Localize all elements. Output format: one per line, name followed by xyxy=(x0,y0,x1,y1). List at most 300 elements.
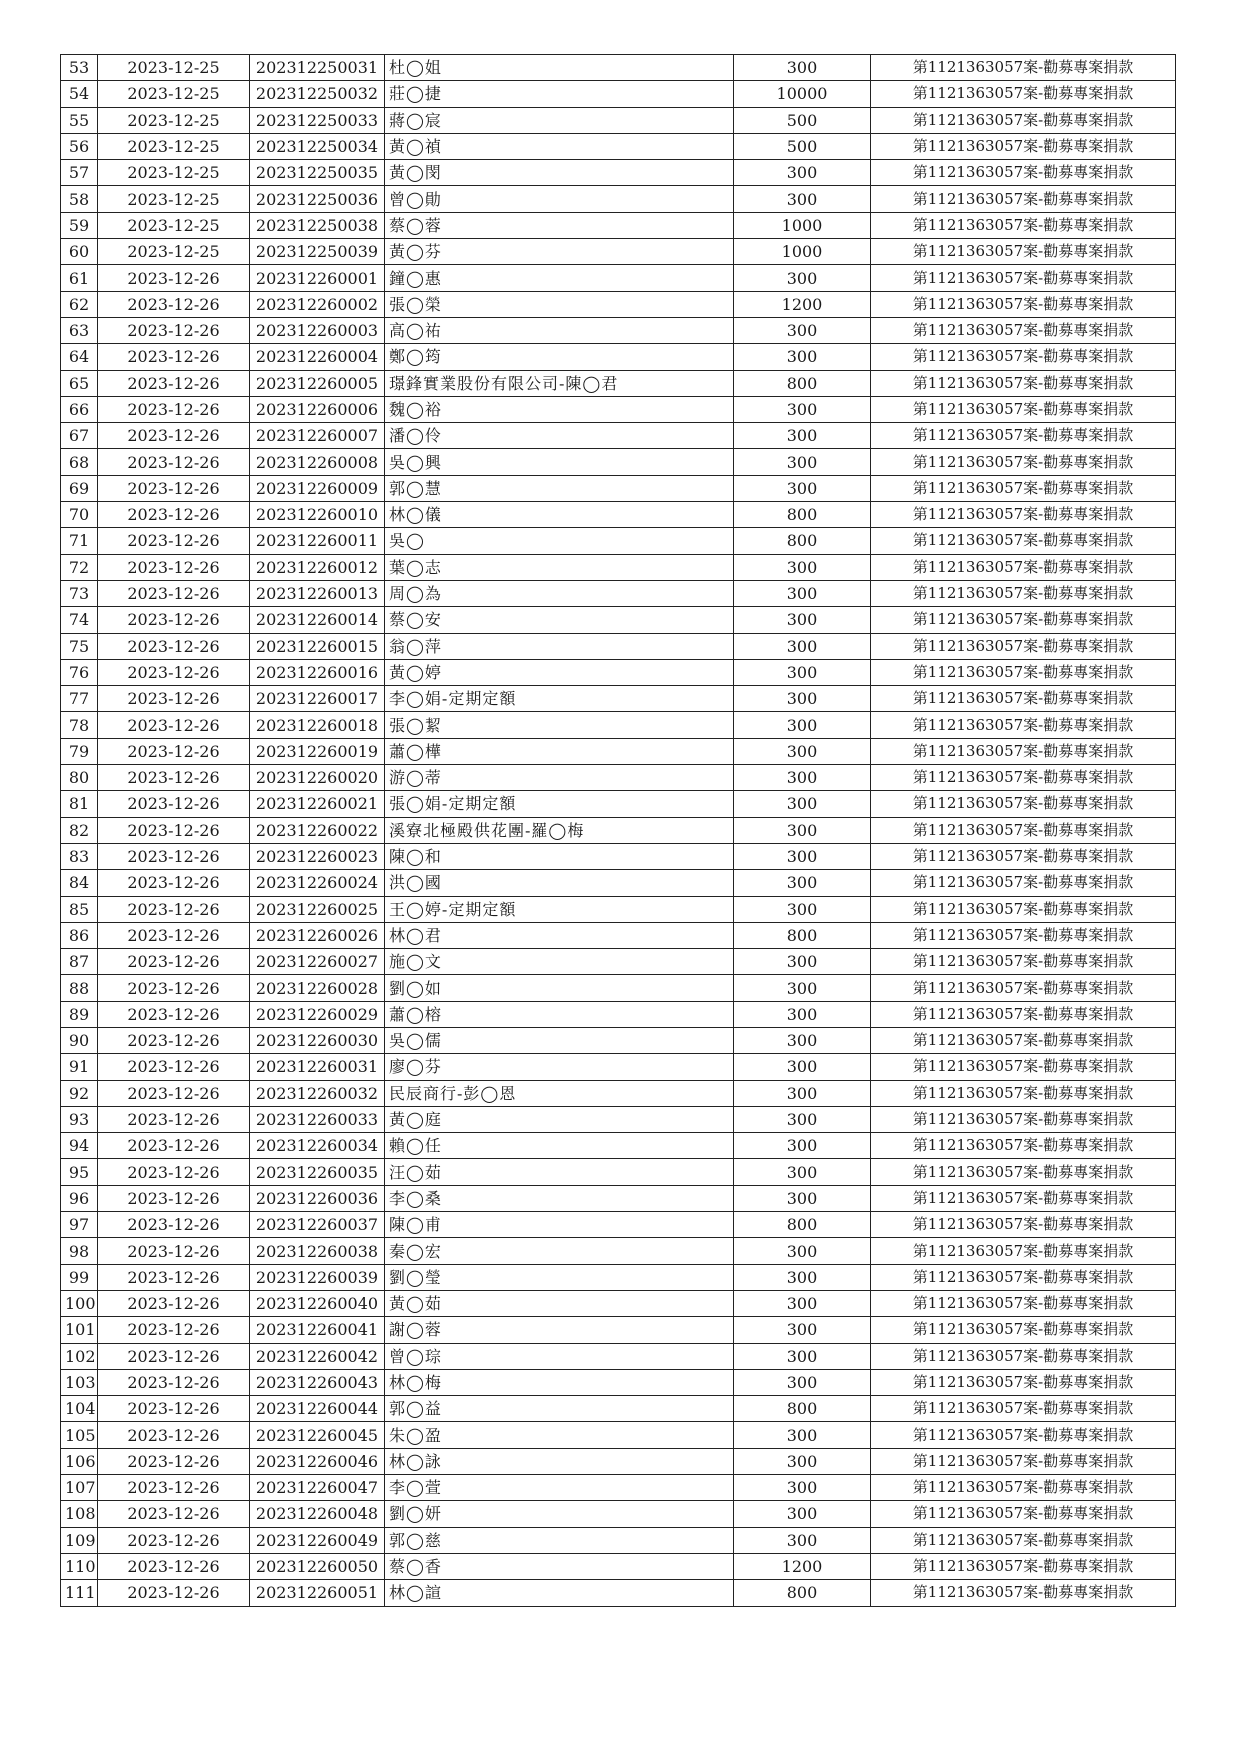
donation-note: 第1121363057案-勸募專案捐款 xyxy=(871,580,1176,606)
donor-name: 鐘◯惠 xyxy=(385,265,734,291)
table-row xyxy=(61,1001,1176,1027)
donor-name: 李◯桑 xyxy=(385,1185,734,1211)
receipt-number: 202312260043 xyxy=(250,1369,385,1395)
table-row xyxy=(61,475,1176,501)
donor-name: 鄭◯筠 xyxy=(385,344,734,370)
receipt-number: 202312260038 xyxy=(250,1238,385,1264)
donation-date: 2023-12-26 xyxy=(98,607,250,633)
donation-amount: 300 xyxy=(734,738,871,764)
receipt-number: 202312260022 xyxy=(250,817,385,843)
donation-note: 第1121363057案-勸募專案捐款 xyxy=(871,1448,1176,1474)
donation-amount: 800 xyxy=(734,370,871,396)
donation-amount: 500 xyxy=(734,107,871,133)
table-row xyxy=(61,659,1176,685)
donation-amount: 300 xyxy=(734,949,871,975)
row-number: 71 xyxy=(61,528,98,554)
row-number: 77 xyxy=(61,686,98,712)
donor-name: 林◯詠 xyxy=(385,1448,734,1474)
table-row xyxy=(61,633,1176,659)
row-number: 93 xyxy=(61,1106,98,1132)
row-number: 81 xyxy=(61,791,98,817)
donor-name: 周◯為 xyxy=(385,580,734,606)
receipt-number: 202312260029 xyxy=(250,1001,385,1027)
donation-amount: 300 xyxy=(734,686,871,712)
donation-note: 第1121363057案-勸募專案捐款 xyxy=(871,686,1176,712)
table-row xyxy=(61,922,1176,948)
donation-date: 2023-12-26 xyxy=(98,1448,250,1474)
donation-note: 第1121363057案-勸募專案捐款 xyxy=(871,870,1176,896)
donation-note: 第1121363057案-勸募專案捐款 xyxy=(871,528,1176,554)
donation-date: 2023-12-25 xyxy=(98,55,250,81)
donation-note: 第1121363057案-勸募專案捐款 xyxy=(871,81,1176,107)
row-number: 103 xyxy=(61,1369,98,1395)
receipt-number: 202312250039 xyxy=(250,239,385,265)
table-row xyxy=(61,1553,1176,1579)
row-number: 56 xyxy=(61,133,98,159)
receipt-number: 202312260025 xyxy=(250,896,385,922)
receipt-number: 202312260009 xyxy=(250,475,385,501)
donation-date: 2023-12-26 xyxy=(98,1212,250,1238)
donation-amount: 1000 xyxy=(734,239,871,265)
donation-date: 2023-12-26 xyxy=(98,1527,250,1553)
table-row xyxy=(61,317,1176,343)
table-row xyxy=(61,370,1176,396)
row-number: 68 xyxy=(61,449,98,475)
donor-name: 民辰商行-彭◯恩 xyxy=(385,1080,734,1106)
donation-amount: 300 xyxy=(734,1001,871,1027)
table-row xyxy=(61,344,1176,370)
donor-name: 劉◯瑩 xyxy=(385,1264,734,1290)
row-number: 105 xyxy=(61,1422,98,1448)
row-number: 100 xyxy=(61,1290,98,1316)
donor-name: 劉◯如 xyxy=(385,975,734,1001)
table-row xyxy=(61,738,1176,764)
donation-amount: 500 xyxy=(734,133,871,159)
table-row xyxy=(61,1054,1176,1080)
donation-date: 2023-12-25 xyxy=(98,212,250,238)
donation-date: 2023-12-26 xyxy=(98,1133,250,1159)
donation-note: 第1121363057案-勸募專案捐款 xyxy=(871,633,1176,659)
row-number: 88 xyxy=(61,975,98,1001)
receipt-number: 202312260039 xyxy=(250,1264,385,1290)
receipt-number: 202312260036 xyxy=(250,1185,385,1211)
table-row xyxy=(61,1133,1176,1159)
donation-note: 第1121363057案-勸募專案捐款 xyxy=(871,791,1176,817)
row-number: 60 xyxy=(61,239,98,265)
receipt-number: 202312260048 xyxy=(250,1501,385,1527)
receipt-number: 202312260031 xyxy=(250,1054,385,1080)
donation-amount: 300 xyxy=(734,1343,871,1369)
row-number: 82 xyxy=(61,817,98,843)
donation-note: 第1121363057案-勸募專案捐款 xyxy=(871,1001,1176,1027)
donation-note: 第1121363057案-勸募專案捐款 xyxy=(871,133,1176,159)
donation-amount: 300 xyxy=(734,160,871,186)
donation-amount: 300 xyxy=(734,712,871,738)
receipt-number: 202312260002 xyxy=(250,291,385,317)
receipt-number: 202312260035 xyxy=(250,1159,385,1185)
donation-date: 2023-12-26 xyxy=(98,686,250,712)
donor-name: 黃◯芬 xyxy=(385,239,734,265)
donation-amount: 300 xyxy=(734,975,871,1001)
donor-name: 蔣◯宸 xyxy=(385,107,734,133)
donation-date: 2023-12-26 xyxy=(98,1159,250,1185)
receipt-number: 202312260016 xyxy=(250,659,385,685)
donation-amount: 300 xyxy=(734,265,871,291)
donor-name: 蔡◯安 xyxy=(385,607,734,633)
receipt-number: 202312250033 xyxy=(250,107,385,133)
receipt-number: 202312260012 xyxy=(250,554,385,580)
donor-name: 翁◯萍 xyxy=(385,633,734,659)
donor-name: 陳◯和 xyxy=(385,843,734,869)
row-number: 55 xyxy=(61,107,98,133)
donation-amount: 10000 xyxy=(734,81,871,107)
row-number: 99 xyxy=(61,1264,98,1290)
row-number: 67 xyxy=(61,423,98,449)
table-row xyxy=(61,107,1176,133)
receipt-number: 202312260018 xyxy=(250,712,385,738)
donor-name: 曾◯勛 xyxy=(385,186,734,212)
table-row xyxy=(61,1238,1176,1264)
donation-amount: 300 xyxy=(734,896,871,922)
donation-date: 2023-12-25 xyxy=(98,186,250,212)
donor-name: 黃◯婷 xyxy=(385,659,734,685)
donation-amount: 800 xyxy=(734,922,871,948)
row-number: 97 xyxy=(61,1212,98,1238)
donor-name: 杜◯姐 xyxy=(385,55,734,81)
table-row xyxy=(61,1317,1176,1343)
row-number: 76 xyxy=(61,659,98,685)
donation-note: 第1121363057案-勸募專案捐款 xyxy=(871,1212,1176,1238)
receipt-number: 202312260006 xyxy=(250,396,385,422)
donation-date: 2023-12-26 xyxy=(98,765,250,791)
donation-amount: 300 xyxy=(734,843,871,869)
donor-name: 謝◯蓉 xyxy=(385,1317,734,1343)
donation-date: 2023-12-26 xyxy=(98,475,250,501)
donor-name: 蔡◯香 xyxy=(385,1553,734,1579)
row-number: 64 xyxy=(61,344,98,370)
donation-note: 第1121363057案-勸募專案捐款 xyxy=(871,1264,1176,1290)
row-number: 102 xyxy=(61,1343,98,1369)
donor-name: 郭◯慧 xyxy=(385,475,734,501)
donation-date: 2023-12-26 xyxy=(98,528,250,554)
donation-date: 2023-12-26 xyxy=(98,1369,250,1395)
donor-name: 張◯絜 xyxy=(385,712,734,738)
donation-amount: 300 xyxy=(734,1238,871,1264)
table-row xyxy=(61,186,1176,212)
table-row xyxy=(61,791,1176,817)
donation-amount: 800 xyxy=(734,502,871,528)
table-row xyxy=(61,817,1176,843)
table-row xyxy=(61,1422,1176,1448)
donation-date: 2023-12-26 xyxy=(98,449,250,475)
donation-note: 第1121363057案-勸募專案捐款 xyxy=(871,1133,1176,1159)
donation-date: 2023-12-26 xyxy=(98,317,250,343)
donation-table xyxy=(60,54,1176,1607)
donation-date: 2023-12-25 xyxy=(98,160,250,186)
table-row xyxy=(61,712,1176,738)
receipt-number: 202312260032 xyxy=(250,1080,385,1106)
row-number: 94 xyxy=(61,1133,98,1159)
donation-amount: 300 xyxy=(734,1369,871,1395)
donation-date: 2023-12-26 xyxy=(98,1475,250,1501)
table-row xyxy=(61,607,1176,633)
table-row xyxy=(61,265,1176,291)
donation-note: 第1121363057案-勸募專案捐款 xyxy=(871,449,1176,475)
donation-note: 第1121363057案-勸募專案捐款 xyxy=(871,1343,1176,1369)
row-number: 70 xyxy=(61,502,98,528)
receipt-number: 202312260046 xyxy=(250,1448,385,1474)
donor-name: 吳◯儒 xyxy=(385,1027,734,1053)
row-number: 84 xyxy=(61,870,98,896)
receipt-number: 202312260021 xyxy=(250,791,385,817)
donation-note: 第1121363057案-勸募專案捐款 xyxy=(871,843,1176,869)
table-row xyxy=(61,423,1176,449)
donor-name: 朱◯盈 xyxy=(385,1422,734,1448)
donation-amount: 300 xyxy=(734,317,871,343)
table-row xyxy=(61,1290,1176,1316)
donation-amount: 300 xyxy=(734,1185,871,1211)
table-row xyxy=(61,502,1176,528)
donation-amount: 300 xyxy=(734,1475,871,1501)
donation-amount: 300 xyxy=(734,817,871,843)
row-number: 78 xyxy=(61,712,98,738)
donation-amount: 300 xyxy=(734,580,871,606)
donation-date: 2023-12-26 xyxy=(98,922,250,948)
receipt-number: 202312260011 xyxy=(250,528,385,554)
donation-note: 第1121363057案-勸募專案捐款 xyxy=(871,1290,1176,1316)
donation-amount: 300 xyxy=(734,765,871,791)
receipt-number: 202312250032 xyxy=(250,81,385,107)
table-row xyxy=(61,212,1176,238)
donation-amount: 300 xyxy=(734,186,871,212)
donation-date: 2023-12-26 xyxy=(98,1553,250,1579)
donation-amount: 800 xyxy=(734,1396,871,1422)
donation-amount: 300 xyxy=(734,870,871,896)
row-number: 98 xyxy=(61,1238,98,1264)
donor-name: 林◯梅 xyxy=(385,1369,734,1395)
donation-amount: 300 xyxy=(734,396,871,422)
donation-note: 第1121363057案-勸募專案捐款 xyxy=(871,1396,1176,1422)
donor-name: 黃◯茹 xyxy=(385,1290,734,1316)
donation-note: 第1121363057案-勸募專案捐款 xyxy=(871,1475,1176,1501)
donation-note: 第1121363057案-勸募專案捐款 xyxy=(871,1027,1176,1053)
donation-note: 第1121363057案-勸募專案捐款 xyxy=(871,1080,1176,1106)
receipt-number: 202312260005 xyxy=(250,370,385,396)
donation-note: 第1121363057案-勸募專案捐款 xyxy=(871,738,1176,764)
receipt-number: 202312260034 xyxy=(250,1133,385,1159)
donation-date: 2023-12-25 xyxy=(98,107,250,133)
donor-name: 林◯君 xyxy=(385,922,734,948)
table-row xyxy=(61,133,1176,159)
row-number: 83 xyxy=(61,843,98,869)
donation-amount: 300 xyxy=(734,1527,871,1553)
donor-name: 秦◯宏 xyxy=(385,1238,734,1264)
donation-date: 2023-12-26 xyxy=(98,1290,250,1316)
donor-name: 黃◯庭 xyxy=(385,1106,734,1132)
donation-amount: 1200 xyxy=(734,1553,871,1579)
donation-amount: 800 xyxy=(734,1212,871,1238)
donation-note: 第1121363057案-勸募專案捐款 xyxy=(871,186,1176,212)
table-row xyxy=(61,1527,1176,1553)
donor-name: 高◯祐 xyxy=(385,317,734,343)
donation-note: 第1121363057案-勸募專案捐款 xyxy=(871,55,1176,81)
donation-note: 第1121363057案-勸募專案捐款 xyxy=(871,1238,1176,1264)
donation-date: 2023-12-26 xyxy=(98,870,250,896)
receipt-number: 202312260003 xyxy=(250,317,385,343)
donation-note: 第1121363057案-勸募專案捐款 xyxy=(871,1106,1176,1132)
donation-amount: 300 xyxy=(734,1317,871,1343)
donation-note: 第1121363057案-勸募專案捐款 xyxy=(871,423,1176,449)
row-number: 63 xyxy=(61,317,98,343)
donor-name: 蕭◯榕 xyxy=(385,1001,734,1027)
table-row xyxy=(61,1448,1176,1474)
donation-amount: 300 xyxy=(734,1133,871,1159)
donation-date: 2023-12-26 xyxy=(98,1080,250,1106)
donor-name: 魏◯裕 xyxy=(385,396,734,422)
donation-amount: 800 xyxy=(734,1580,871,1606)
donation-amount: 300 xyxy=(734,55,871,81)
receipt-number: 202312260033 xyxy=(250,1106,385,1132)
donation-date: 2023-12-26 xyxy=(98,949,250,975)
row-number: 61 xyxy=(61,265,98,291)
donor-name: 莊◯捷 xyxy=(385,81,734,107)
row-number: 92 xyxy=(61,1080,98,1106)
receipt-number: 202312250038 xyxy=(250,212,385,238)
table-row xyxy=(61,449,1176,475)
donation-amount: 300 xyxy=(734,659,871,685)
table-row xyxy=(61,1027,1176,1053)
donation-amount: 300 xyxy=(734,449,871,475)
donor-name: 蔡◯蓉 xyxy=(385,212,734,238)
table-row xyxy=(61,528,1176,554)
donation-note: 第1121363057案-勸募專案捐款 xyxy=(871,160,1176,186)
donor-name: 郭◯慈 xyxy=(385,1527,734,1553)
donor-name: 李◯娟-定期定額 xyxy=(385,686,734,712)
donor-name: 洪◯國 xyxy=(385,870,734,896)
donor-name: 汪◯茹 xyxy=(385,1159,734,1185)
receipt-number: 202312260013 xyxy=(250,580,385,606)
donation-amount: 1000 xyxy=(734,212,871,238)
row-number: 65 xyxy=(61,370,98,396)
table-row xyxy=(61,686,1176,712)
table-row xyxy=(61,1501,1176,1527)
receipt-number: 202312260027 xyxy=(250,949,385,975)
receipt-number: 202312260037 xyxy=(250,1212,385,1238)
table-row xyxy=(61,239,1176,265)
donation-note: 第1121363057案-勸募專案捐款 xyxy=(871,1159,1176,1185)
receipt-number: 202312260001 xyxy=(250,265,385,291)
donation-note: 第1121363057案-勸募專案捐款 xyxy=(871,1369,1176,1395)
row-number: 111 xyxy=(61,1580,98,1606)
receipt-number: 202312260004 xyxy=(250,344,385,370)
row-number: 95 xyxy=(61,1159,98,1185)
table-row xyxy=(61,1580,1176,1606)
row-number: 91 xyxy=(61,1054,98,1080)
donor-name: 李◯萱 xyxy=(385,1475,734,1501)
donation-date: 2023-12-26 xyxy=(98,975,250,1001)
receipt-number: 202312260014 xyxy=(250,607,385,633)
donation-note: 第1121363057案-勸募專案捐款 xyxy=(871,659,1176,685)
row-number: 85 xyxy=(61,896,98,922)
receipt-number: 202312260017 xyxy=(250,686,385,712)
donation-note: 第1121363057案-勸募專案捐款 xyxy=(871,1054,1176,1080)
donor-name: 張◯榮 xyxy=(385,291,734,317)
donor-name: 黃◯閔 xyxy=(385,160,734,186)
table-row xyxy=(61,949,1176,975)
donation-note: 第1121363057案-勸募專案捐款 xyxy=(871,1553,1176,1579)
table-row xyxy=(61,870,1176,896)
donation-date: 2023-12-26 xyxy=(98,1106,250,1132)
donation-amount: 300 xyxy=(734,423,871,449)
donation-amount: 300 xyxy=(734,607,871,633)
table-row xyxy=(61,843,1176,869)
receipt-number: 202312260045 xyxy=(250,1422,385,1448)
table-row xyxy=(61,1396,1176,1422)
table-row xyxy=(61,1475,1176,1501)
donation-date: 2023-12-26 xyxy=(98,738,250,764)
table-row xyxy=(61,1343,1176,1369)
row-number: 59 xyxy=(61,212,98,238)
row-number: 109 xyxy=(61,1527,98,1553)
donor-name: 吳◯ xyxy=(385,528,734,554)
donation-date: 2023-12-26 xyxy=(98,1422,250,1448)
donation-amount: 300 xyxy=(734,1422,871,1448)
donation-amount: 1200 xyxy=(734,291,871,317)
row-number: 73 xyxy=(61,580,98,606)
donor-name: 黃◯禎 xyxy=(385,133,734,159)
donation-date: 2023-12-26 xyxy=(98,1238,250,1264)
donation-amount: 300 xyxy=(734,1054,871,1080)
donation-note: 第1121363057案-勸募專案捐款 xyxy=(871,212,1176,238)
row-number: 58 xyxy=(61,186,98,212)
donation-note: 第1121363057案-勸募專案捐款 xyxy=(871,1185,1176,1211)
donation-note: 第1121363057案-勸募專案捐款 xyxy=(871,765,1176,791)
donation-note: 第1121363057案-勸募專案捐款 xyxy=(871,554,1176,580)
table-row xyxy=(61,765,1176,791)
row-number: 79 xyxy=(61,738,98,764)
donation-date: 2023-12-26 xyxy=(98,1001,250,1027)
donation-date: 2023-12-25 xyxy=(98,133,250,159)
row-number: 69 xyxy=(61,475,98,501)
donation-amount: 300 xyxy=(734,1501,871,1527)
donor-name: 潘◯伶 xyxy=(385,423,734,449)
row-number: 108 xyxy=(61,1501,98,1527)
row-number: 87 xyxy=(61,949,98,975)
donation-date: 2023-12-26 xyxy=(98,791,250,817)
donation-date: 2023-12-26 xyxy=(98,1027,250,1053)
row-number: 101 xyxy=(61,1317,98,1343)
table-row xyxy=(61,160,1176,186)
receipt-number: 202312250034 xyxy=(250,133,385,159)
table-row xyxy=(61,1212,1176,1238)
donation-amount: 300 xyxy=(734,554,871,580)
receipt-number: 202312260023 xyxy=(250,843,385,869)
table-row xyxy=(61,896,1176,922)
receipt-number: 202312260041 xyxy=(250,1317,385,1343)
table-row xyxy=(61,291,1176,317)
receipt-number: 202312260020 xyxy=(250,765,385,791)
donor-name: 吳◯興 xyxy=(385,449,734,475)
donor-name: 林◯諠 xyxy=(385,1580,734,1606)
donation-note: 第1121363057案-勸募專案捐款 xyxy=(871,1580,1176,1606)
donation-date: 2023-12-26 xyxy=(98,659,250,685)
row-number: 86 xyxy=(61,922,98,948)
donation-date: 2023-12-26 xyxy=(98,1264,250,1290)
receipt-number: 202312260044 xyxy=(250,1396,385,1422)
donation-amount: 300 xyxy=(734,1027,871,1053)
receipt-number: 202312260015 xyxy=(250,633,385,659)
donation-note: 第1121363057案-勸募專案捐款 xyxy=(871,1527,1176,1553)
